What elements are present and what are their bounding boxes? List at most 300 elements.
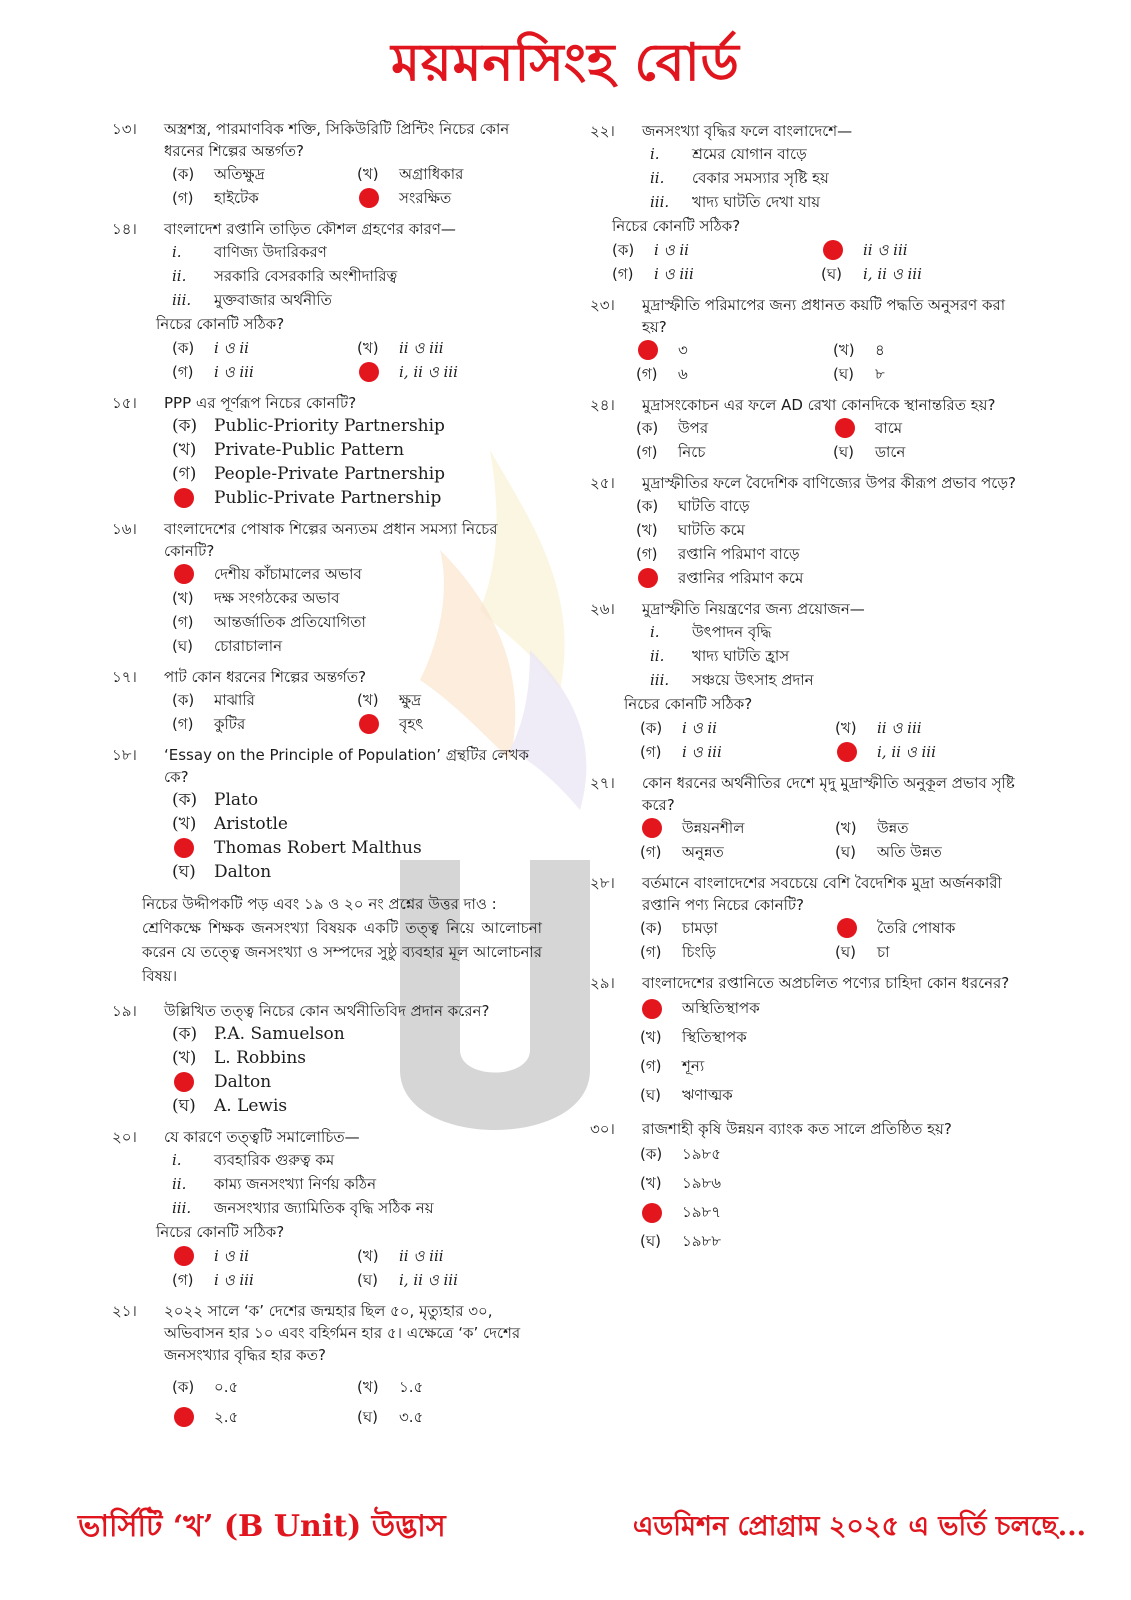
option-a[interactable] [636,338,833,362]
right-column [590,120,1030,1264]
question-number: ১৪। [112,220,137,238]
option-a[interactable] [172,1244,357,1268]
option-label: (ঘ) [835,943,856,961]
option-b[interactable] [357,1244,542,1268]
option-b[interactable] [172,586,542,610]
option-text: Plato [214,790,259,810]
option-text: ৪ [875,341,885,359]
option-text: i, ii ও iii [399,363,458,381]
option-text: ১৯৮৫ [682,1145,721,1163]
option-d[interactable] [172,860,542,884]
option-a[interactable] [172,562,542,586]
option-label: (খ) [640,1174,662,1192]
option-a[interactable] [640,816,835,840]
question-text: মুদ্রাস্ফীতি পরিমাপের জন্য প্রধানত কয়টি পদ্ধতি অনুসরণ করা হয়? [642,296,1006,336]
option-label: (ক) [636,497,659,515]
option-b[interactable] [636,518,1030,542]
statement-text: সরকারি বেসরকারি অংশীদারিত্ব [214,267,398,285]
option-label: (খ) [640,1028,662,1046]
option-d[interactable] [172,634,542,658]
option-c[interactable] [640,840,835,864]
option-text: রপ্তানি পরিমাণ বাড়ে [678,545,800,563]
option-c[interactable] [172,1268,357,1292]
question-number: ২৮। [590,874,615,892]
answer-mark-icon [174,1072,194,1092]
question-text: বাংলাদেশের পোষাক শিল্পের অন্যতম প্রধান সমস্যা নিচের কোনটি? [164,520,498,560]
statement-number: ii. [650,169,665,187]
statement [650,644,1030,668]
option-b[interactable] [835,716,1030,740]
option-label: (ঘ) [821,265,842,283]
option-label: (গ) [636,365,658,383]
option-d[interactable] [357,1402,542,1432]
question-text: মুদ্রাসংকোচন এর ফলে AD রেখা কোনদিকে স্থানান্তরিত হয়? [642,396,996,414]
option-c[interactable] [636,440,833,464]
option-c[interactable] [172,610,542,634]
answer-mark-icon [823,240,843,260]
statement-number: iii. [650,671,670,689]
option-text: ১.৫ [399,1378,424,1396]
question-number: ২৭। [590,774,615,792]
option-text: অতি উন্নত [877,843,942,861]
option-label: (ক) [640,719,663,737]
question-28 [590,872,1030,964]
option-text: ১৯৮৭ [682,1203,721,1221]
question-19 [112,1000,542,1118]
option-d[interactable] [357,186,542,210]
option-a[interactable] [172,1022,542,1046]
question-29 [590,972,1030,1110]
question-text: বাংলাদেশের রপ্তানিতে অপ্রচলিত পণ্যের চাহিদা কোন ধরনের? [642,974,1010,992]
option-text: স্থিতিস্থাপক [682,1028,747,1046]
question-number: ২২। [590,122,615,140]
statement [650,190,1030,214]
option-c[interactable] [172,1070,542,1094]
option-text: ঘাটতি বাড়ে [678,497,750,515]
option-label: (গ) [640,843,662,861]
question-text: উল্লিখিত তত্ত্ব নিচের কোন অর্থনীতিবিদ প্রদান করেন? [164,1002,490,1020]
statement-number: ii. [172,267,187,285]
option-label: (ক) [172,691,195,709]
option-label: (গ) [172,1271,194,1289]
option-a[interactable] [172,688,357,712]
option-a[interactable] [172,162,357,186]
question-26 [590,598,1030,764]
option-label: (ক) [640,1145,663,1163]
option-label: (খ) [357,691,379,709]
option-label: (খ) [357,1378,379,1396]
option-d[interactable] [357,1268,542,1292]
statement-number: iii. [650,193,670,211]
option-label: (ঘ) [835,843,856,861]
option-text: উপর [678,419,709,437]
option-d[interactable] [833,440,1030,464]
option-text: Public-Priority Partnership [214,416,445,436]
option-a[interactable] [612,238,821,262]
question-27 [590,772,1030,864]
option-text: বামে [875,419,903,437]
option-text: অতিক্ষুদ্র [214,165,265,183]
option-text: ৮ [875,365,885,383]
question-text: জনসংখ্যা বৃদ্ধির ফলে বাংলাদেশে— [642,122,853,140]
option-label: (গ) [172,715,194,733]
option-b[interactable] [172,438,542,462]
option-text: দেশীয় কাঁচামালের অভাব [214,565,362,583]
statement [172,288,542,312]
option-b[interactable] [640,1169,1030,1198]
option-label: (ক) [172,1024,198,1044]
option-c[interactable] [636,542,1030,566]
statement [650,620,1030,644]
option-text: ৬ [678,365,688,383]
option-text: চামড়া [682,919,718,937]
option-b[interactable] [172,812,542,836]
option-d[interactable] [172,486,542,510]
option-b[interactable] [357,162,542,186]
statement [172,240,542,264]
option-label: (গ) [172,464,197,484]
option-b[interactable] [640,1023,1030,1052]
question-number: ১৯। [112,1002,137,1020]
answer-mark-icon [359,362,379,382]
question-16 [112,518,542,658]
statement-text: খাদ্য ঘাটতি হ্রাস [692,647,790,665]
option-a[interactable] [172,788,542,812]
option-text: i ও iii [214,1271,254,1289]
option-a[interactable] [640,1140,1030,1169]
option-c[interactable] [612,262,821,286]
question-23 [590,294,1030,386]
option-label: (ক) [612,241,635,259]
statement-number: iii. [172,291,192,309]
option-c[interactable] [172,186,357,210]
option-label: (ক) [636,419,659,437]
option-b[interactable] [835,816,1030,840]
option-b[interactable] [357,336,542,360]
option-text: নিচে [678,443,706,461]
answer-mark-icon [638,340,658,360]
question-number: ২৫। [590,474,615,492]
question-text: বাংলাদেশ রপ্তানি তাড়িত কৌশল গ্রহণের কারণ— [164,220,456,238]
option-text: i ও ii [214,339,249,357]
option-a[interactable] [172,336,357,360]
option-a[interactable] [640,994,1030,1023]
option-text: L. Robbins [214,1048,307,1068]
statement [172,264,542,288]
option-text: Dalton [214,1072,272,1092]
option-label: (ঘ) [640,1086,661,1104]
option-text: Dalton [214,862,272,882]
option-text: Aristotle [214,814,288,834]
option-a[interactable] [640,916,835,940]
option-b[interactable] [835,916,1030,940]
answer-mark-icon [642,1203,662,1223]
statement [650,668,1030,692]
option-label: (ক) [172,790,198,810]
option-d[interactable] [835,740,1030,764]
option-text: ii ও iii [877,719,922,737]
answer-mark-icon [835,418,855,438]
option-text: দক্ষ সংগঠকের অভাব [214,589,340,607]
option-label: (গ) [172,189,194,207]
question-number: ৩০। [590,1120,615,1138]
option-text: শূন্য [682,1057,705,1075]
statement-number: iii. [172,1199,192,1217]
option-label: (খ) [357,1247,379,1265]
option-text: চিংড়ি [682,943,716,961]
option-label: (খ) [833,341,855,359]
question-text: PPP এর পূর্ণরূপ নিচের কোনটি? [164,394,357,412]
option-text: ডানে [875,443,906,461]
question-number: ১৫। [112,394,137,412]
left-column [112,118,542,1440]
option-label: (ক) [172,416,198,436]
option-label: (ঘ) [357,1408,378,1426]
option-text: People-Private Partnership [214,464,446,484]
statement [172,1196,542,1220]
question-text: কোন ধরনের অর্থনীতির দেশে মৃদু মুদ্রাস্ফীতি অনুকূল প্রভাব সৃষ্টি করে? [642,774,1015,814]
question-18 [112,744,542,884]
option-label: (গ) [640,943,662,961]
answer-mark-icon [837,918,857,938]
option-text: উন্নয়নশীল [682,819,745,837]
option-text: অস্থিতিস্থাপক [682,999,760,1017]
option-c[interactable] [172,360,357,384]
option-label: (খ) [357,165,379,183]
option-text: কুটির [214,715,246,733]
option-text: বৃহৎ [399,715,424,733]
option-a[interactable] [172,414,542,438]
statement [650,142,1030,166]
option-label: (গ) [636,545,658,563]
option-text: ৩ [678,341,688,359]
option-text: i, ii ও iii [863,265,922,283]
option-d[interactable] [833,362,1030,386]
option-c[interactable] [172,712,357,736]
option-b[interactable] [357,1372,542,1402]
option-c[interactable] [640,740,835,764]
option-b[interactable] [833,416,1030,440]
statement-text: বেকার সমস্যার সৃষ্টি হয় [692,169,829,187]
option-c[interactable] [636,362,833,386]
option-text: হাইটেক [214,189,259,207]
option-b[interactable] [833,338,1030,362]
option-label: (খ) [636,521,658,539]
statement-text: খাদ্য ঘাটতি দেখা যায় [692,193,821,211]
option-text: P.A. Samuelson [214,1024,345,1044]
option-d[interactable] [172,1094,542,1118]
option-b[interactable] [357,688,542,712]
question-21 [112,1300,542,1432]
option-a[interactable] [640,716,835,740]
option-c[interactable] [640,940,835,964]
ask-text: নিচের কোনটি সঠিক? [612,217,741,235]
option-label: (ঘ) [172,1096,196,1116]
option-text: সংরক্ষিত [399,189,452,207]
question-20 [112,1126,542,1292]
question-number: ১৮। [112,746,137,764]
option-d[interactable] [821,262,1030,286]
option-label: (ক) [172,165,195,183]
question-14 [112,218,542,384]
option-text: i, ii ও iii [877,743,936,761]
statement [172,1148,542,1172]
option-label: (ঘ) [172,862,196,882]
question-text: ‘Essay on the Principle of Population’ গ্রন্থটির লেখক কে? [164,746,530,786]
option-d[interactable] [640,1227,1030,1256]
ask-text: নিচের কোনটি সঠিক? [156,315,285,333]
question-text: পাট কোন ধরনের শিল্পের অন্তর্গত? [164,668,367,686]
option-label: (গ) [612,265,634,283]
option-text: i ও iii [682,743,722,761]
question-number: ১৬। [112,520,137,538]
question-text: বর্তমানে বাংলাদেশের সবচেয়ে বেশি বৈদেশিক মুদ্রা অর্জনকারী রপ্তানি পণ্য নিচের কোনটি? [642,874,1002,914]
option-label: (ঘ) [357,1271,378,1289]
question-17 [112,666,542,736]
option-c[interactable] [640,1052,1030,1081]
option-text: অগ্রাধিকার [399,165,464,183]
question-25 [590,472,1030,590]
option-c[interactable] [640,1198,1030,1227]
question-13 [112,118,542,210]
question-number: ২১। [112,1302,137,1320]
option-label: (ঘ) [172,637,193,655]
option-label: (ঘ) [640,1232,661,1250]
question-text: মুদ্রাস্ফীতির ফলে বৈদেশিক বাণিজ্যের উপর কীরূপ প্রভাব পড়ে? [642,474,1016,492]
option-d[interactable] [357,360,542,384]
option-d[interactable] [636,566,1030,590]
option-text: ১৯৮৬ [682,1174,721,1192]
statement-text: উৎপাদন বৃদ্ধি [692,623,772,641]
question-number: ১৩। [112,120,137,138]
statement-text: শ্রমের যোগান বাড়ে [692,145,807,163]
option-text: Private-Public Pattern [214,440,405,460]
option-d[interactable] [835,940,1030,964]
question-22 [590,120,1030,286]
answer-mark-icon [359,188,379,208]
option-text: ক্ষুদ্র [399,691,422,709]
option-a[interactable] [636,494,1030,518]
stimulus-text: শ্রেণিকক্ষে শিক্ষক জনসংখ্যা বিষয়ক একটি তত্ত্ব নিয়ে আলোচনা করেন যে তত্ত্বে জনসংখ্যা ও সম্পদের সুষ্ঠু ব্যবহার মূল আলোচনার বিষয়। [142,919,542,985]
option-text: i ও ii [214,1247,249,1265]
answer-mark-icon [174,564,194,584]
option-text: i, ii ও iii [399,1271,458,1289]
question-24 [590,394,1030,464]
option-text: i ও iii [654,265,694,283]
question-15 [112,392,542,510]
statement-text: বাণিজ্য উদারিকরণ [214,243,327,261]
answer-mark-icon [174,1407,194,1427]
option-a[interactable] [172,1372,357,1402]
option-text: Thomas Robert Malthus [214,838,422,858]
option-text: অনুন্নত [682,843,724,861]
option-label: (গ) [640,1057,662,1075]
ask-text: নিচের কোনটি সঠিক? [156,1223,285,1241]
option-text: ঘাটতি কমে [678,521,745,539]
option-text: ০.৫ [214,1378,239,1396]
page-title: ময়মনসিংহ বোর্ড [391,32,740,93]
question-30 [590,1118,1030,1256]
statement-number: i. [650,623,660,641]
option-a[interactable] [636,416,833,440]
statement-text: কাম্য জনসংখ্যা নির্ণয় কঠিন [214,1175,377,1193]
option-c[interactable] [172,462,542,486]
option-text: ঋণাত্মক [682,1086,733,1104]
option-c[interactable] [172,836,542,860]
option-label: (গ) [172,363,194,381]
statement-number: ii. [172,1175,187,1193]
option-label: (গ) [636,443,658,461]
question-text: রাজশাহী কৃষি উন্নয়ন ব্যাংক কত সালে প্রতিষ্ঠিত হয়? [642,1120,952,1138]
question-number: ২৬। [590,600,615,618]
answer-mark-icon [638,568,658,588]
question-number: ২৯। [590,974,615,992]
option-d[interactable] [835,840,1030,864]
option-text: রপ্তানির পরিমাণ কমে [678,569,804,587]
answer-mark-icon [642,818,662,838]
option-d[interactable] [640,1081,1030,1110]
option-label: (গ) [172,613,194,631]
option-label: (খ) [172,814,197,834]
option-b[interactable] [821,238,1030,262]
statement-text: জনসংখ্যার জ্যামিতিক বৃদ্ধি সঠিক নয় [214,1199,434,1217]
answer-mark-icon [174,838,194,858]
option-text: Public-Private Partnership [214,488,442,508]
question-number: ২০। [112,1128,137,1146]
statement-number: ii. [650,647,665,665]
option-text: i ও ii [682,719,717,737]
statement-number: i. [650,145,660,163]
option-b[interactable] [172,1046,542,1070]
answer-mark-icon [174,488,194,508]
footer-admission-banner: এডমিশন প্রোগ্রাম ২০২৫ এ ভর্তি চলছে... [632,1511,1086,1542]
question-number: ২৩। [590,296,615,314]
statement-number: i. [172,243,182,261]
answer-mark-icon [837,742,857,762]
answer-mark-icon [642,999,662,1019]
statement-text: মুক্তবাজার অর্থনীতি [214,291,332,309]
option-label: (খ) [172,589,194,607]
option-text: ii ও iii [399,1247,444,1265]
option-label: (খ) [835,719,857,737]
stimulus-intro: নিচের উদ্দীপকটি পড় এবং ১৯ ও ২০ নং প্রশ্নের উত্তর দাও : [142,895,497,913]
question-text: অস্ত্রশস্ত্র, পারমাণবিক শক্তি, সিকিউরিটি প্রিন্টিং নিচের কোন ধরনের শিল্পের অন্তর্গত? [164,120,510,160]
question-number: ১৭। [112,668,137,686]
option-label: (খ) [172,1048,197,1068]
option-label: (ক) [172,339,195,357]
statement [172,1172,542,1196]
option-label: (ঘ) [833,443,854,461]
statement [650,166,1030,190]
ask-text: নিচের কোনটি সঠিক? [624,695,753,713]
option-label: (ক) [640,919,663,937]
stimulus-block [142,892,542,988]
question-text: ২০২২ সালে ‘ক’ দেশের জন্মহার ছিল ৫০, মৃত্যুহার ৩০, অভিবাসন হার ১০ এবং বহির্গমন হার ৫। এক্ষেত্রে ‘ক’ দেশের জনসংখ্যার বৃদ্ধির হার কত? [164,1302,521,1364]
option-c[interactable] [172,1402,357,1432]
footer-brand: ভার্সিটি ‘খ’ (B Unit) উদ্ভাস [78,1509,446,1544]
statement-text: সঞ্চয়ে উৎসাহ প্রদান [692,671,814,689]
option-text: i ও iii [214,363,254,381]
statement-text: ব্যবহারিক গুরুত্ব কম [214,1151,335,1169]
option-text: ii ও iii [863,241,908,259]
option-text: ৩.৫ [399,1408,424,1426]
option-text: উন্নত [877,819,909,837]
option-label: (গ) [640,743,662,761]
question-number: ২৪। [590,396,615,414]
answer-mark-icon [174,1246,194,1266]
option-d[interactable] [357,712,542,736]
option-label: (খ) [835,819,857,837]
